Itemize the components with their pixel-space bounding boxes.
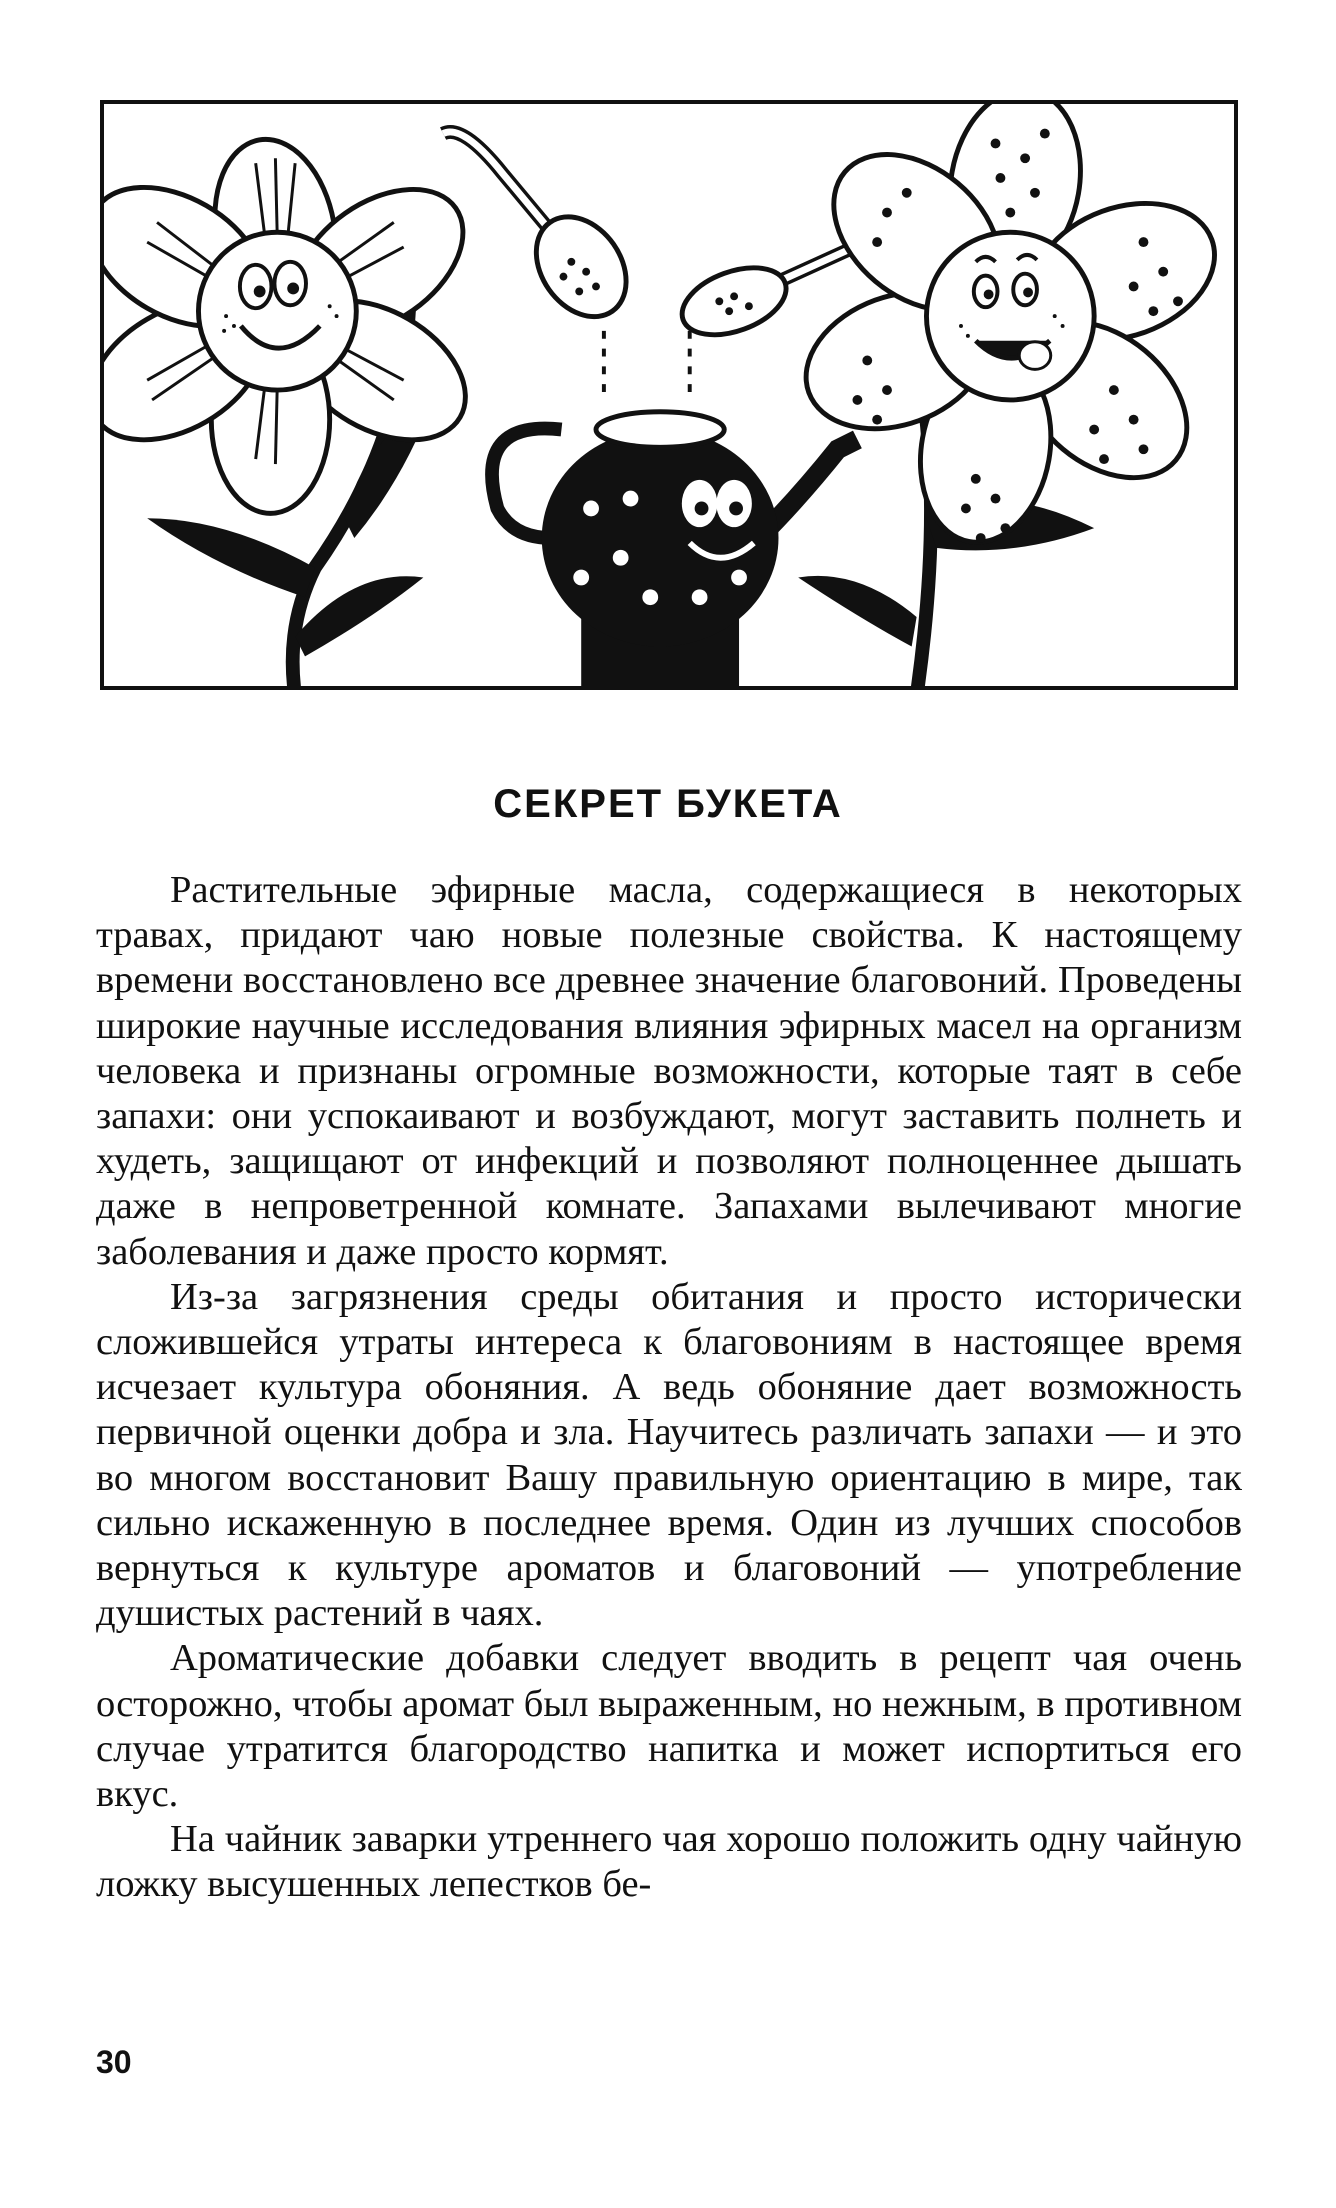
body-text xyxy=(96,868,1242,1908)
illustration-frame xyxy=(100,100,1238,690)
paragraph: На чайник заварки утреннего чая хорошо положить одну чайную ложку высушенных лепестков бе- xyxy=(96,1818,1242,1906)
left-flower-icon xyxy=(104,130,490,514)
paragraph: Из-за загрязнения среды обитания и просто исторически сложившейся утраты интереса к благовониям в настоящее время исчезает культура обоняния. А ведь обоняние дает возможность первичной оценки добра и зла. Научитесь различать запахи — и это во многом восстановит Вашу правильную ориентацию в мире, так сильно искаженную в последнее время. Один из лучших способов вернуться к культуре ароматов и благовоний — употребление душистых растений в чаях. xyxy=(96,1275,1242,1635)
paragraph: Ароматические добавки следует вводить в рецепт чая очень осторожно, чтобы аромат был выраженным, но нежным, в противном случае утратится благородство напитка и может испортиться его вкус. xyxy=(96,1637,1242,1816)
right-flower-icon xyxy=(787,104,1234,553)
page-heading: СЕКРЕТ БУКЕТА xyxy=(493,782,843,826)
flowers-teapot-illustration xyxy=(104,104,1234,686)
page-number: 30 xyxy=(96,2044,132,2080)
left-spoon-icon xyxy=(443,132,645,400)
paragraph: Растительные эфирные масла, содержащиеся в некоторых травах, придают чаю новые полезные свойства. К настоящему времени восстановлено все древнее значение благовоний. Проведены широкие научные исследования влияния эфирных масел на организм человека и признаны огромные возможности, которые таят в себе запахи: они успокаивают и возбуждают, могут заставить полнеть и худеть, защищают от инфекций и позволяют полноценнее дышать даже в непроветренной комнате. Запахами вылечивают многие заболевания и даже просто кормят. xyxy=(96,869,1242,1273)
teapot-icon xyxy=(492,412,857,686)
